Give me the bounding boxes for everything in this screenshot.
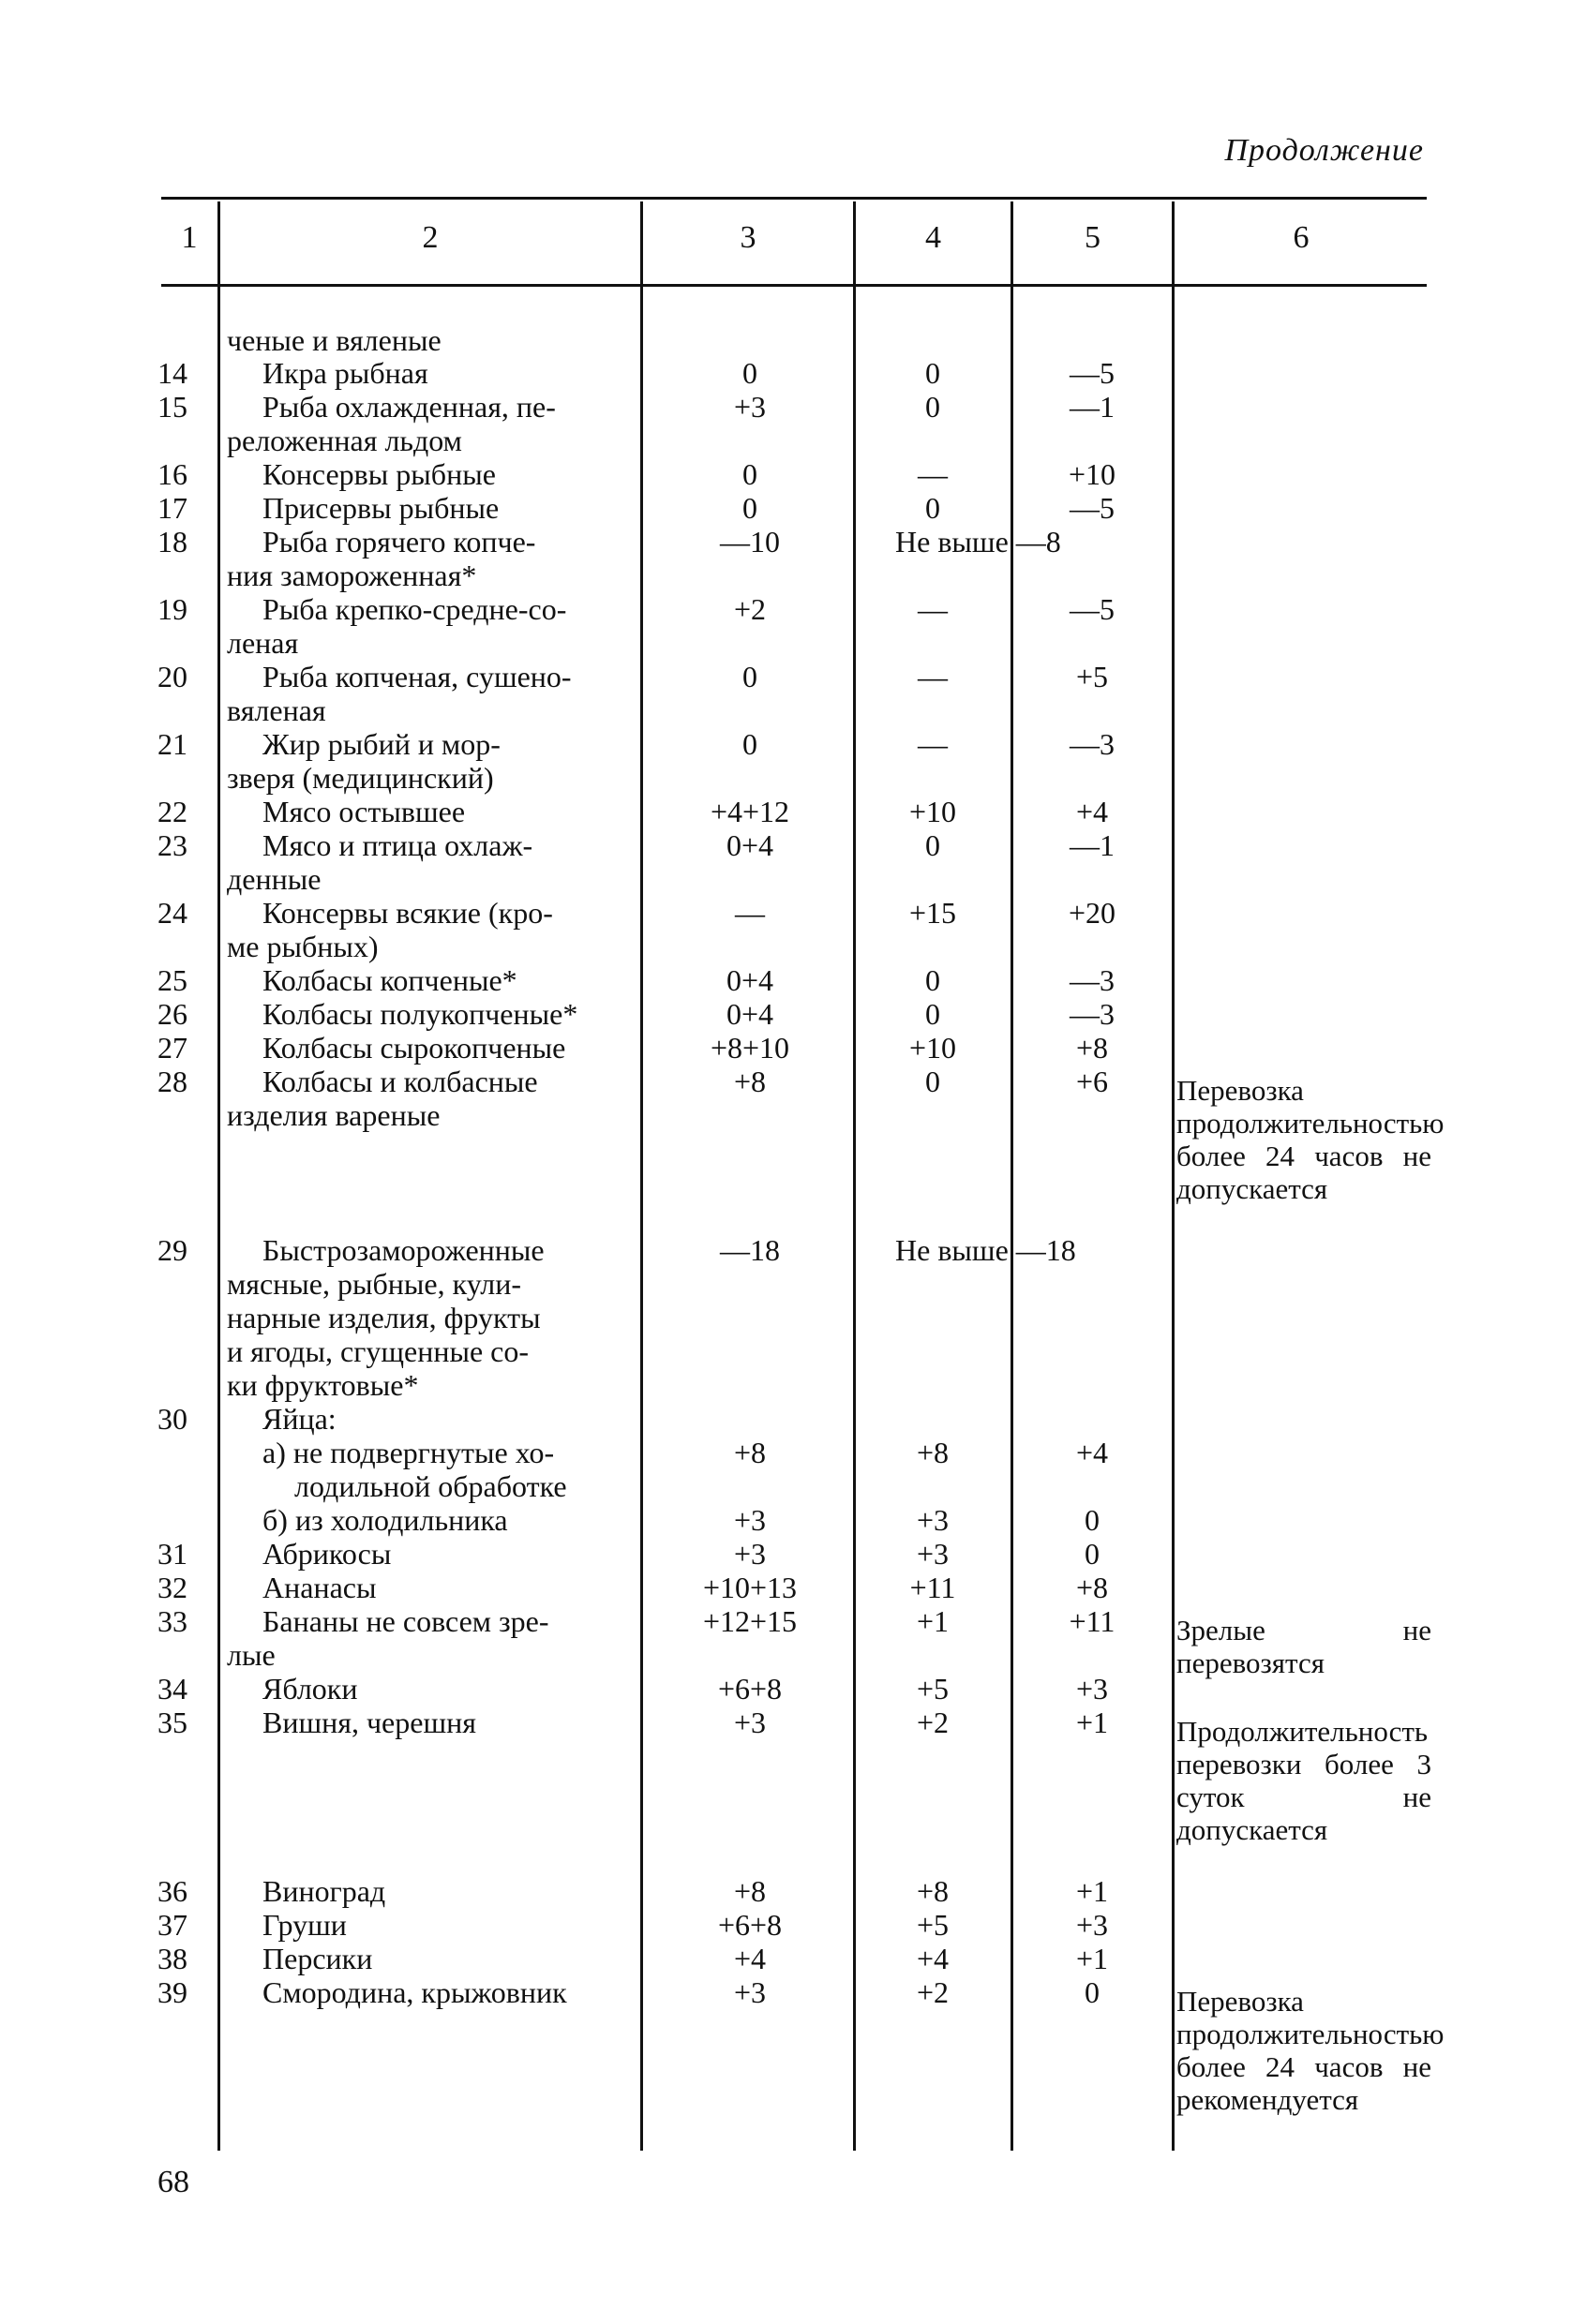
row-number: 14 — [157, 356, 187, 390]
row-number: 37 — [157, 1908, 187, 1942]
cargo-name — [227, 356, 635, 390]
temp-col-5: 0 — [1085, 1975, 1100, 2009]
cargo-name-line: вяленая — [227, 693, 326, 727]
cargo-name-line: лодильной обработке — [294, 1469, 567, 1503]
temp-col-3: +4+12 — [710, 795, 790, 828]
cargo-name-line: Персики — [262, 1942, 373, 1975]
cargo-name — [227, 1604, 635, 1672]
temp-col-5: —5 — [1070, 592, 1115, 626]
page-number: 68 — [157, 2165, 189, 2199]
cargo-name — [227, 727, 635, 795]
cargo-name-line: Рыба копченая, сушено- — [262, 660, 572, 693]
cargo-name — [227, 1571, 635, 1604]
header-col-3: 3 — [740, 220, 756, 255]
row-number: 31 — [157, 1537, 187, 1571]
temp-col-4: 0 — [925, 491, 940, 525]
column-divider-4 — [1011, 201, 1013, 2151]
temp-col-5: +3 — [1075, 1672, 1109, 1706]
cargo-name — [227, 896, 635, 963]
row-number: 36 — [157, 1874, 187, 1908]
temp-col-5: +5 — [1075, 660, 1109, 693]
remark-note: Продолжительность перевозки более 3 суток не допускается — [1176, 1715, 1431, 1846]
cargo-name-line: изделия вареные — [227, 1098, 441, 1132]
table-top-rule — [161, 197, 1427, 200]
cargo-name — [227, 1233, 635, 1402]
row-number: 25 — [157, 963, 187, 997]
row-number: 30 — [157, 1402, 187, 1436]
temp-col-3: 0+4 — [726, 963, 774, 997]
cargo-name-line: Колбасы и колбасные — [262, 1065, 538, 1098]
temp-col-3: 0+4 — [726, 828, 774, 862]
column-divider-3 — [853, 201, 856, 2151]
cargo-name-line: мясные, рыбные, кули- — [227, 1267, 522, 1301]
temp-col-3: — — [735, 896, 765, 930]
temp-col-3: —18 — [720, 1233, 780, 1267]
row-number: 32 — [157, 1571, 187, 1604]
cargo-name — [227, 1908, 635, 1942]
header-col-5: 5 — [1085, 220, 1100, 255]
temp-col-5: +11 — [1069, 1604, 1115, 1638]
cargo-name-line: Абрикосы — [262, 1537, 392, 1571]
cargo-name — [227, 390, 635, 457]
temp-col-3: 0 — [742, 457, 757, 491]
cargo-name-line: а) не подвергнутые хо- — [262, 1436, 555, 1469]
cargo-name — [227, 997, 635, 1031]
row-number: 20 — [157, 660, 187, 693]
column-divider-1 — [217, 201, 220, 2151]
temp-col-4: +3 — [916, 1503, 950, 1537]
row-number: 24 — [157, 896, 187, 930]
temp-col-3: +3 — [733, 390, 767, 424]
cargo-name-line: лые — [227, 1638, 276, 1672]
cargo-name — [227, 1436, 635, 1503]
cargo-name-line: ченые и вяленые — [227, 323, 442, 357]
cargo-name-line: Колбасы сырокопченые — [262, 1031, 566, 1065]
temp-col-4-5-span: Не выше —18 — [895, 1233, 1076, 1267]
cargo-name — [227, 1503, 635, 1537]
row-number: 27 — [157, 1031, 187, 1065]
cargo-name-line: Консервы рыбные — [262, 457, 496, 491]
temp-col-5: —3 — [1070, 963, 1115, 997]
cargo-name — [227, 323, 635, 357]
row-number: 26 — [157, 997, 187, 1031]
cargo-name-line: Колбасы копченые* — [262, 963, 517, 997]
row-number: 15 — [157, 390, 187, 424]
remark-note: Зрелые не перевозятся — [1176, 1614, 1431, 1679]
temp-col-3: +10+13 — [702, 1571, 798, 1604]
temp-col-5: +10 — [1068, 457, 1116, 491]
temp-col-5: —3 — [1070, 997, 1115, 1031]
cargo-name-line: Колбасы полукопченые* — [262, 997, 578, 1031]
temp-col-4: — — [918, 660, 948, 693]
temp-col-4-5-span: Не выше —8 — [895, 525, 1061, 559]
temp-col-4: +10 — [908, 795, 957, 828]
temp-col-4: — — [918, 592, 948, 626]
temp-col-3: +3 — [733, 1537, 767, 1571]
cargo-name-line: Присервы рыбные — [262, 491, 500, 525]
temp-col-4: +15 — [908, 896, 957, 930]
cargo-name — [227, 963, 635, 997]
header-col-1: 1 — [181, 220, 198, 255]
cargo-name-line: б) из холодильника — [262, 1503, 508, 1537]
temp-col-5: —5 — [1070, 356, 1115, 390]
temp-col-4: +5 — [916, 1672, 950, 1706]
temp-col-3: +8+10 — [710, 1031, 790, 1065]
cargo-name — [227, 1031, 635, 1065]
header-col-4: 4 — [925, 220, 941, 255]
temp-col-3: 0 — [742, 727, 757, 761]
temp-col-5: +8 — [1075, 1031, 1109, 1065]
cargo-name — [227, 828, 635, 896]
header-bottom-rule — [161, 284, 1427, 287]
temp-col-4: +2 — [916, 1706, 950, 1739]
cargo-name-line: Яйца: — [262, 1402, 337, 1436]
cargo-name — [227, 1706, 635, 1739]
cargo-name — [227, 1537, 635, 1571]
cargo-name-line: Рыба крепко-средне-со- — [262, 592, 567, 626]
temp-col-3: +12+15 — [702, 1604, 798, 1638]
cargo-name — [227, 1065, 635, 1132]
temp-col-5: +4 — [1075, 795, 1109, 828]
temp-col-4: +8 — [916, 1436, 950, 1469]
row-number: 34 — [157, 1672, 187, 1706]
temp-col-3: 0 — [742, 356, 757, 390]
row-number: 23 — [157, 828, 187, 862]
temp-col-3: +2 — [733, 592, 767, 626]
cargo-name — [227, 1942, 635, 1975]
row-number: 38 — [157, 1942, 187, 1975]
cargo-name — [227, 592, 635, 660]
cargo-name-line: Ананасы — [262, 1571, 377, 1604]
cargo-name-line: Рыба горячего копче- — [262, 525, 536, 559]
row-number: 22 — [157, 795, 187, 828]
column-divider-5 — [1172, 201, 1175, 2151]
temp-col-3: +3 — [733, 1706, 767, 1739]
temp-col-3: 0 — [742, 491, 757, 525]
temp-col-4: — — [918, 457, 948, 491]
temp-col-4: 0 — [925, 1065, 940, 1098]
cargo-name — [227, 795, 635, 828]
temp-col-4: +3 — [916, 1537, 950, 1571]
cargo-name-line: Быстрозамороженные — [262, 1233, 545, 1267]
cargo-name — [227, 1975, 635, 2009]
cargo-name-line: Бананы не совсем зре- — [262, 1604, 549, 1638]
row-number: 28 — [157, 1065, 187, 1098]
cargo-name — [227, 660, 635, 727]
temp-col-4: +1 — [916, 1604, 950, 1638]
cargo-name-line: нарные изделия, фрукты — [227, 1301, 541, 1334]
cargo-name — [227, 1672, 635, 1706]
cargo-name-line: Мясо остывшее — [262, 795, 466, 828]
cargo-name-line: Мясо и птица охлаж- — [262, 828, 533, 862]
row-number: 33 — [157, 1604, 187, 1638]
cargo-name-line: Груши — [262, 1908, 347, 1942]
temp-col-5: 0 — [1085, 1537, 1100, 1571]
temp-col-5: —1 — [1070, 828, 1115, 862]
cargo-name-line: Консервы всякие (кро- — [262, 896, 553, 930]
temp-col-5: +6 — [1075, 1065, 1109, 1098]
cargo-name-line: Смородина, крыжовник — [262, 1975, 567, 2009]
temp-col-3: —10 — [720, 525, 780, 559]
temp-col-4: +4 — [916, 1942, 950, 1975]
continuation-caption: Продолжение — [1224, 133, 1424, 168]
temp-col-5: +4 — [1075, 1436, 1109, 1469]
row-number: 16 — [157, 457, 187, 491]
temp-col-5: 0 — [1085, 1503, 1100, 1537]
temp-col-3: +4 — [733, 1942, 767, 1975]
temp-col-5: +1 — [1075, 1874, 1109, 1908]
cargo-name-line: реложенная льдом — [227, 424, 462, 457]
cargo-name-line: Жир рыбий и мор- — [262, 727, 501, 761]
temp-col-5: +20 — [1068, 896, 1116, 930]
cargo-name — [227, 525, 635, 592]
cargo-name — [227, 457, 635, 491]
temp-col-3: 0 — [742, 660, 757, 693]
row-number: 19 — [157, 592, 187, 626]
temp-col-5: —1 — [1070, 390, 1115, 424]
row-number: 17 — [157, 491, 187, 525]
cargo-name-line: Икра рыбная — [262, 356, 428, 390]
temp-col-3: +3 — [733, 1503, 767, 1537]
temp-col-3: +3 — [733, 1975, 767, 2009]
cargo-name-line: Рыба охлажденная, пе- — [262, 390, 556, 424]
cargo-name — [227, 1402, 635, 1436]
temp-col-4: +2 — [916, 1975, 950, 2009]
temp-col-5: —3 — [1070, 727, 1115, 761]
temp-col-4: 0 — [925, 356, 940, 390]
temp-col-4: +5 — [916, 1908, 950, 1942]
row-number: 39 — [157, 1975, 187, 2009]
temp-col-3: +6+8 — [717, 1908, 783, 1942]
cargo-name-line: Вишня, черешня — [262, 1706, 476, 1739]
cargo-name — [227, 1874, 635, 1908]
temp-col-5: +8 — [1075, 1571, 1109, 1604]
remark-note: Перевозка продолжительностью более 24 часов не рекомендуется — [1176, 1985, 1445, 2116]
cargo-name-line: леная — [227, 626, 299, 660]
cargo-name-line: денные — [227, 862, 322, 896]
temp-col-3: +8 — [733, 1065, 767, 1098]
temp-col-3: +6+8 — [717, 1672, 783, 1706]
cargo-name-line: Яблоки — [262, 1672, 358, 1706]
temp-col-4: 0 — [925, 828, 940, 862]
temp-col-3: +8 — [733, 1874, 767, 1908]
cargo-name-line: ки фруктовые* — [227, 1368, 419, 1402]
temp-col-4: +8 — [916, 1874, 950, 1908]
cargo-name — [227, 491, 635, 525]
temp-col-4: 0 — [925, 963, 940, 997]
remark-note: Перевозка продолжительностью более 24 часов не допускается — [1176, 1074, 1445, 1205]
temp-col-5: +3 — [1075, 1908, 1109, 1942]
temp-col-4: +11 — [909, 1571, 956, 1604]
cargo-name-line: зверя (медицинский) — [227, 761, 494, 795]
cargo-name-line: ния замороженная* — [227, 559, 477, 592]
column-divider-2 — [640, 201, 643, 2151]
cargo-name-line: и ягоды, сгущенные со- — [227, 1334, 530, 1368]
temp-col-5: +1 — [1075, 1942, 1109, 1975]
row-number: 18 — [157, 525, 187, 559]
temp-col-4: 0 — [925, 390, 940, 424]
row-number: 21 — [157, 727, 187, 761]
cargo-name-line: ме рыбных) — [227, 930, 379, 963]
header-col-2: 2 — [422, 220, 439, 255]
row-number: 29 — [157, 1233, 187, 1267]
temp-col-5: +1 — [1075, 1706, 1109, 1739]
temp-col-4: — — [918, 727, 948, 761]
temp-col-4: +10 — [908, 1031, 957, 1065]
header-col-6: 6 — [1293, 220, 1310, 255]
temp-col-4: 0 — [925, 997, 940, 1031]
temp-col-5: —5 — [1070, 491, 1115, 525]
row-number: 35 — [157, 1706, 187, 1739]
cargo-name-line: Виноград — [262, 1874, 386, 1908]
temp-col-3: 0+4 — [726, 997, 774, 1031]
temp-col-3: +8 — [733, 1436, 767, 1469]
